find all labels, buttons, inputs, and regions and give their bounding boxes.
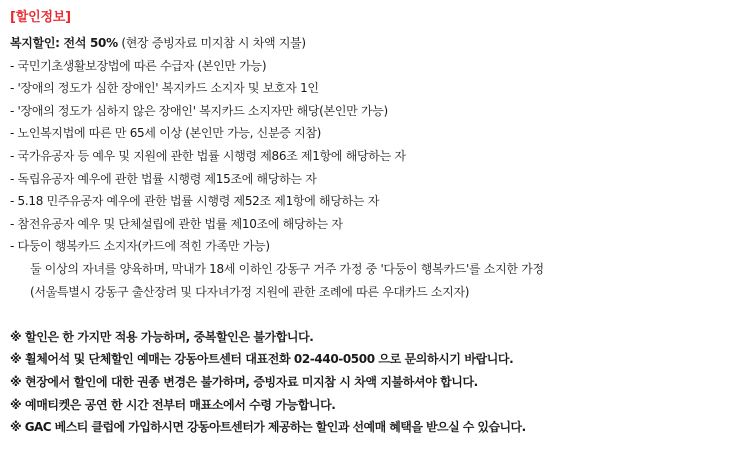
list-sub-item: (서울특별시 강동구 출산장려 및 다자녀가정 지원에 관한 조례에 따른 우대카드 소지자) [30, 284, 470, 299]
notice-item: ※ 예매티켓은 공연 한 시간 전부터 매표소에서 수령 가능합니다. [10, 397, 336, 412]
list-item: - 다둥이 행복카드 소지자(카드에 적힌 가족만 가능) [10, 239, 270, 254]
list-item: - 독립유공자 예우에 관한 법률 시행령 제15조에 해당하는 자 [10, 171, 317, 186]
list-item: - 국가유공자 등 예우 및 지원에 관한 법률 시행령 제86조 제1항에 해당하는 자 [10, 148, 406, 163]
notice-item: ※ 할인은 한 가지만 적용 가능하며, 중복할인은 불가합니다. [10, 329, 314, 344]
list-item: - '장애의 정도가 심하지 않은 장애인' 복지카드 소지자만 해당(본인만 가능) [10, 103, 388, 118]
list-item: - 국민기초생활보장법에 따른 수급자 (본인만 가능) [10, 58, 267, 73]
notice-item: ※ 휠체어석 및 단체할인 예매는 강동아트센터 대표전화 02-440-0500 으로 문의하시기 바랍니다. [10, 352, 514, 367]
eligibility-list [10, 55, 745, 304]
welfare-discount-note: (현장 증빙자료 미지참 시 차액 지불) [117, 36, 306, 50]
list-item: - 노인복지법에 따른 만 65세 이상 (본인만 가능, 신분증 지참) [10, 126, 322, 141]
notice-item: ※ 현장에서 할인에 대한 권종 변경은 불가하며, 증빙자료 미지참 시 차액 지불하셔야 합니다. [10, 374, 478, 389]
welfare-discount-line [10, 32, 745, 55]
section-title: [할인정보] [10, 10, 71, 25]
list-sub-item: 둘 이상의 자녀를 양육하며, 막내가 18세 이하인 강동구 거주 가정 중 '다둥이 행복카드'를 소지한 가정 [30, 261, 544, 276]
list-item: - '장애의 정도가 심한 장애인' 복지카드 소지자 및 보호자 1인 [10, 81, 319, 96]
notice-list [10, 326, 745, 439]
list-item: - 참전유공자 예우 및 단체설립에 관한 법률 제10조에 해당하는 자 [10, 216, 343, 231]
list-item: - 5.18 민주유공자 예우에 관한 법률 시행령 제52조 제1항에 해당하는 자 [10, 194, 380, 209]
spacer [10, 303, 745, 326]
welfare-discount-label: 복지할인: 전석 50% [10, 36, 118, 50]
notice-item: ※ GAC 베스티 클럽에 가입하시면 강동아트센터가 제공하는 할인과 선예매 혜택을 받으실 수 있습니다. [10, 420, 526, 435]
